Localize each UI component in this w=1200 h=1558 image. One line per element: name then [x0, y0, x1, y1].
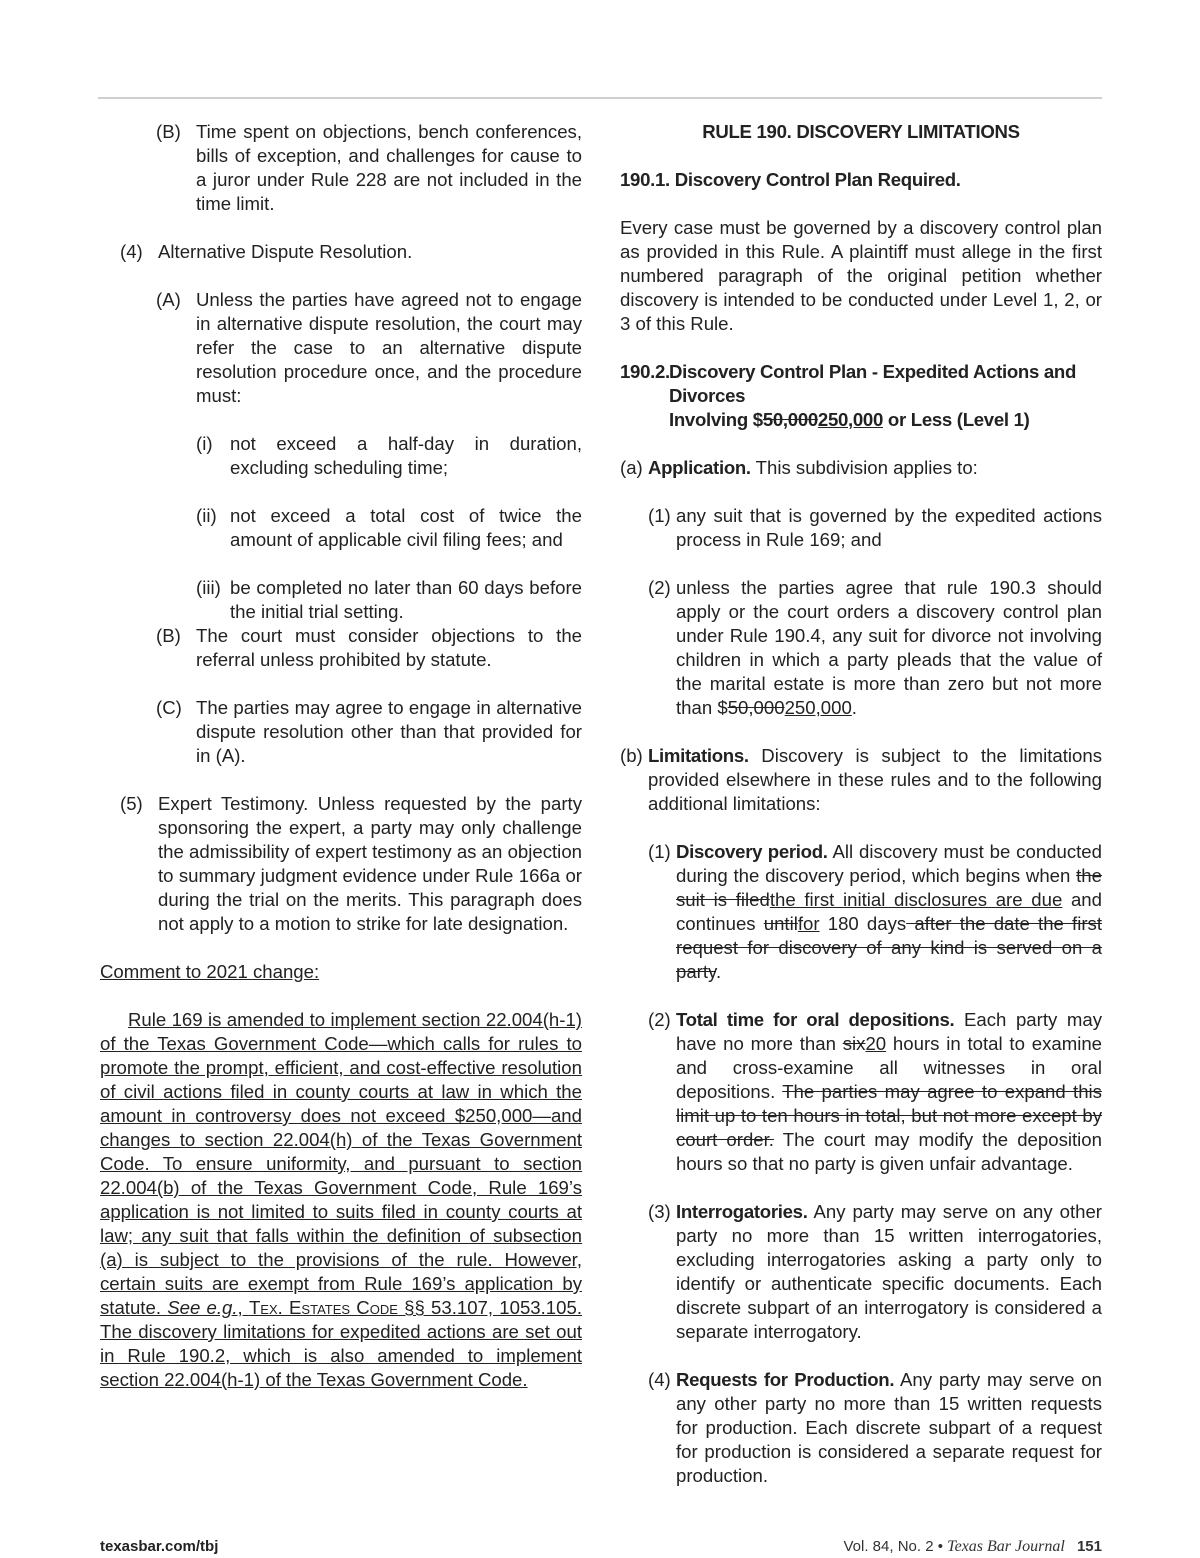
- item-label: (2): [648, 1009, 671, 1030]
- item-text: Unless the parties have agreed not to engage in alternative dispute resolution, the court may refer the case to an alternative dispute resolution procedure once, and the procedure must:: [196, 289, 582, 406]
- page-number: 151: [1076, 1538, 1102, 1555]
- item-text: Time spent on objections, bench conferences, bills of exception, and challenges for cause to a juror under Rule 228 are not included in the time limit.: [196, 121, 582, 214]
- comment-body: [100, 1008, 582, 1392]
- item-body: Discovery is subject to the limitations provided elsewhere in these rules and to the following additional limitations:: [648, 745, 1102, 814]
- item-text: The court must consider objections to the referral unless prohibited by statute.: [196, 625, 582, 670]
- item-label: (ii): [196, 505, 217, 526]
- section-title-line1: Discovery Control Plan - Expedited Actions and Divorces: [669, 361, 1077, 406]
- item-body-end: .: [715, 961, 722, 982]
- inserted-text: 20: [865, 1033, 887, 1054]
- subitem-b2: [620, 1008, 1102, 1176]
- item-body: Any party may serve on any other party no more than 15 written requests for production. Each discrete subpart of a request for production is considered a separate request for production.: [676, 1369, 1102, 1486]
- item-text: Expert Testimony. Unless requested by the party sponsoring the expert, a party may only challenge the admissibility of expert testimony as an objection to summary judgment evidence under Rule 166a or during the trial on the merits. This paragraph does not apply to a motion to strike for late designation.: [158, 793, 582, 934]
- subitem-b-time-spent: [100, 120, 582, 216]
- item-4-adr: [100, 240, 582, 264]
- subitem-c: [100, 696, 582, 768]
- subitem-a-adr: [100, 288, 582, 408]
- deleted-text: 50,000: [727, 697, 785, 718]
- item-text: [676, 1008, 1102, 1176]
- item-bold-heading: Application.: [648, 457, 751, 478]
- item-label: (C): [156, 697, 182, 718]
- item-label: (a): [620, 457, 643, 478]
- comment-citation: Tex. Estates Code: [248, 1297, 398, 1318]
- item-label: (B): [156, 625, 181, 646]
- item-text: [648, 456, 1102, 480]
- footer-url[interactable]: texasbar.com/tbj: [100, 1538, 219, 1555]
- item-body: The court may modify the deposition hours so that no party is given unfair advantage.: [676, 1129, 1102, 1174]
- right-column: [620, 120, 1102, 1488]
- item-bold-heading: Discovery period.: [676, 841, 828, 862]
- footer-bullet: •: [937, 1538, 943, 1555]
- section-190-1-text: Every case must be governed by a discovery control plan as provided in this Rule. A plaintiff must allege in the first numbered paragraph of the original petition whether discovery is intended to be conducted under Level 1, 2, or 3 of this Rule.: [620, 217, 1102, 334]
- section-number: 190.2.: [620, 361, 670, 382]
- item-body: Any party may serve on any other party no more than 15 written interrogatories, excluding interrogatories asking a party only to identify or authenticate specific documents. Each discrete subpart of an interrogatory is considered a separate interrogatory.: [676, 1201, 1102, 1342]
- comment-text-2: §§ 53.107, 1053.105. The discovery limitations for expedited actions are set out in Rule 190.2, which is also amended to implement section 22.004(h-1) of the Texas Government Code.: [100, 1297, 582, 1390]
- inserted-text: 250,000: [784, 697, 852, 718]
- item-text: [676, 576, 1102, 720]
- item-body-end: .: [851, 697, 857, 718]
- item-text: not exceed a total cost of twice the amount of applicable civil filing fees; and: [230, 505, 582, 550]
- deleted-text: until: [763, 913, 798, 934]
- item-body: unless the parties agree that rule 190.3 should apply or the court orders a discovery control plan under Rule 190.4, any suit for divorce not involving children in which a party pleads that the value of the marital estate is more than zero but not more than $: [676, 577, 1102, 718]
- section-190-2-heading: [620, 360, 1102, 432]
- inserted-text: for: [797, 913, 820, 934]
- subitem-a2: [620, 576, 1102, 720]
- item-label: (i): [196, 433, 213, 454]
- item-text: any suit that is governed by the expedited actions process in Rule 169; and: [676, 505, 1102, 550]
- item-text: not exceed a half-day in duration, excluding scheduling time;: [230, 433, 582, 478]
- item-label: (5): [120, 793, 143, 814]
- subitem-b1: [620, 840, 1102, 984]
- deleted-text: six: [842, 1033, 866, 1054]
- subdivision-b: [620, 744, 1102, 816]
- subitem-i: [100, 432, 582, 480]
- subitem-a1: [620, 504, 1102, 552]
- item-bold-heading: Limitations.: [648, 745, 749, 766]
- item-label: (4): [120, 241, 143, 262]
- item-label: (2): [648, 577, 671, 598]
- subdivision-a: [620, 456, 1102, 480]
- item-label: (iii): [196, 577, 221, 598]
- item-bold-heading: Total time for oral depositions.: [676, 1009, 955, 1030]
- item-body: This subdivision applies to:: [750, 457, 978, 478]
- item-label: (B): [156, 121, 181, 142]
- item-body: Each party may have no more than: [676, 1009, 1103, 1054]
- footer-volume: Vol. 84, No. 2: [843, 1538, 934, 1555]
- item-label: (b): [620, 745, 643, 766]
- deleted-text: 50,000: [762, 409, 818, 430]
- item-text: [676, 840, 1102, 984]
- comment-text: Rule 169 is amended to implement section 22.004(h-1) of the Texas Government Code—which calls for rules to promote the prompt, efficient, and cost-effective resolution of civil actions filed in county courts at law in which the amount in controversy does not exceed $250,000—and changes to section 22.004(h) of the Texas Government Code. To ensure uniformity, and pursuant to section 22.004(b) of the Texas Government Code, Rule 169’s application is not limited to suits filed in county courts at law; any suit that falls within the definition of subsection (a) is subject to the provisions of the rule. However, certain suits are exempt from Rule 169’s application by statute.: [100, 1009, 582, 1318]
- comment-comma: ,: [237, 1297, 249, 1318]
- deleted-text: The parties may agree to expand this limit up to ten hours in total, but not more except by court order.: [676, 1081, 1102, 1150]
- item-body: hours in total to examine and cross-examine all witnesses in oral depositions.: [676, 1033, 1103, 1102]
- footer-issue: [843, 1537, 1102, 1557]
- inserted-text: 250,000: [817, 409, 884, 430]
- item-bold-heading: Interrogatories.: [676, 1201, 808, 1222]
- item-label: (3): [648, 1201, 671, 1222]
- item-label: (1): [648, 841, 671, 862]
- item-bold-heading: Requests for Production.: [676, 1369, 895, 1390]
- footer-journal: Texas Bar Journal: [947, 1538, 1065, 1555]
- subitem-ii: [100, 504, 582, 552]
- deleted-text: after the date the first request for discovery of any kind is served on a party: [676, 913, 1102, 982]
- comment-see: See e.g.: [167, 1297, 238, 1318]
- subitem-b3: [620, 1200, 1102, 1344]
- item-text: [676, 1200, 1102, 1344]
- item-text: Alternative Dispute Resolution.: [158, 241, 413, 262]
- section-title-line2: [669, 408, 1102, 432]
- section-190-1-heading: 190.1. Discovery Control Plan Required.: [620, 169, 961, 190]
- subitem-b-objections: [100, 624, 582, 672]
- item-label: (4): [648, 1369, 671, 1390]
- title-text: Involving $: [669, 409, 763, 430]
- rule-title: RULE 190. DISCOVERY LIMITATIONS: [702, 121, 1020, 142]
- header-rule: [98, 97, 1102, 99]
- deleted-text: the suit is filed: [676, 865, 1102, 910]
- title-text: or Less (Level 1): [883, 409, 1030, 430]
- item-text: be completed no later than 60 days before the initial trial setting.: [230, 577, 582, 622]
- item-body: and continues: [676, 889, 1102, 934]
- item-label: (A): [156, 289, 181, 310]
- item-text: The parties may agree to engage in alternative dispute resolution other than that provided for in (A).: [196, 697, 582, 766]
- item-label: (1): [648, 505, 671, 526]
- subitem-iii: [100, 576, 582, 624]
- item-5-expert: [100, 792, 582, 936]
- item-text: [676, 1368, 1102, 1488]
- item-body: 180 days: [819, 913, 907, 934]
- item-text: [648, 744, 1102, 816]
- subitem-b4: [620, 1368, 1102, 1488]
- left-column: [100, 120, 582, 1392]
- item-body: All discovery must be conducted during the discovery period, which begins when: [676, 841, 1102, 886]
- comment-heading: Comment to 2021 change:: [100, 961, 320, 982]
- inserted-text: the first initial disclosures are due: [769, 889, 1063, 910]
